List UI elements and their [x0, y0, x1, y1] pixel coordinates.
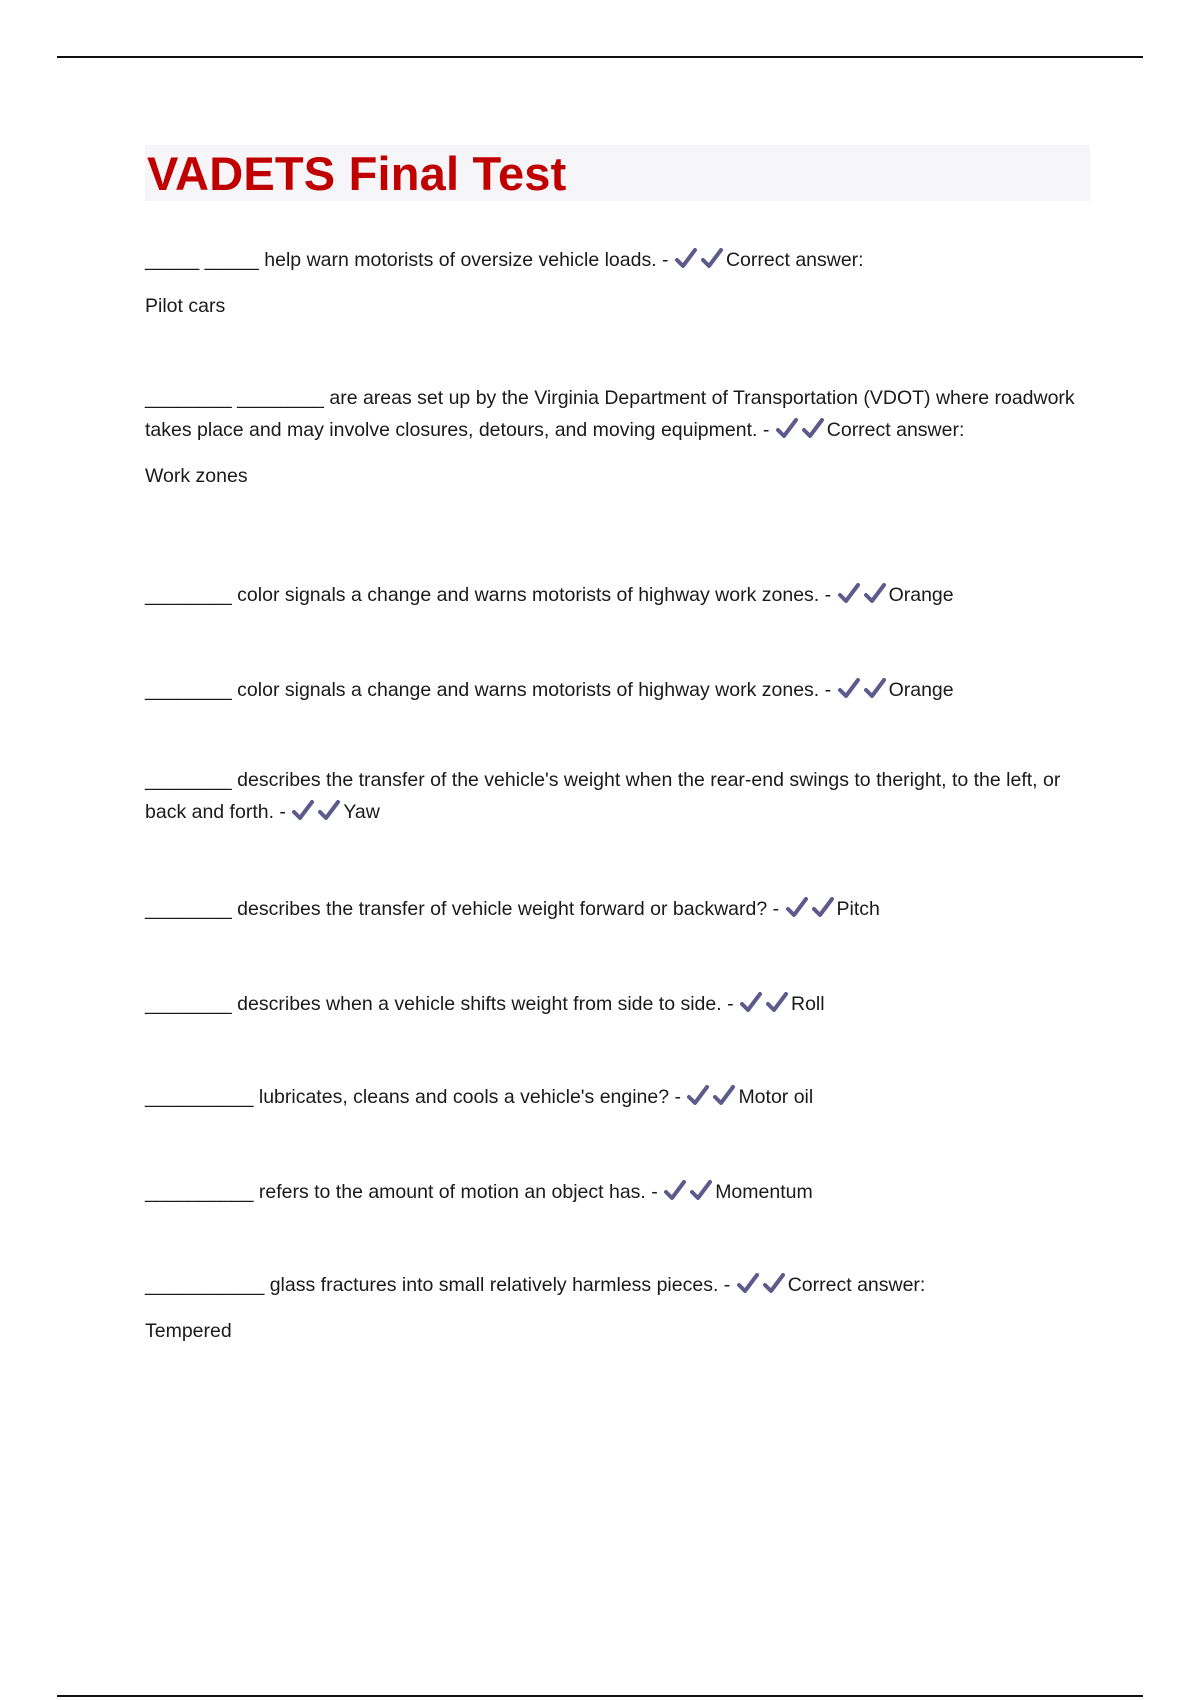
answer-text: Work zones	[145, 465, 248, 487]
question-text: __________ lubricates, cleans and cools a vehicle's engine? - Motor oil	[145, 1086, 814, 1108]
question-item	[145, 244, 1090, 322]
answer-inline: Correct answer:	[787, 1274, 926, 1296]
bottom-rule	[57, 1695, 1143, 1697]
question-item	[145, 579, 1090, 611]
question-text: ___________ glass fractures into small relatively harmless pieces. - Correct answer:	[145, 1274, 926, 1296]
check-icon	[775, 418, 799, 440]
document-page	[145, 145, 1090, 1342]
answer-inline: Roll	[791, 993, 825, 1015]
question-text: ________ describes when a vehicle shifts weight from side to side. - Roll	[145, 993, 825, 1015]
question-item	[145, 764, 1090, 828]
check-icon	[837, 678, 861, 700]
question-text: __________ refers to the amount of motion an object has. - Momentum	[145, 1181, 813, 1203]
check-icon	[811, 897, 835, 919]
check-icon	[801, 418, 825, 440]
check-icon	[736, 1273, 760, 1295]
question-item	[145, 1269, 1090, 1347]
answer-inline: Pitch	[836, 898, 880, 920]
check-icon	[700, 248, 724, 270]
check-icon	[712, 1085, 736, 1107]
title-bar	[145, 145, 1090, 201]
check-icon	[863, 583, 887, 605]
check-icon	[785, 897, 809, 919]
question-text: ________ color signals a change and warns motorists of highway work zones. - Orange	[145, 584, 954, 606]
question-text: ________ describes the transfer of vehicle weight forward or backward? - Pitch	[145, 898, 880, 920]
question-item	[145, 893, 1090, 925]
question-text: ________ describes the transfer of the vehicle's weight when the rear-end swings to theright, to the left, or back and forth. - Yaw	[145, 769, 1061, 823]
question-text: ________ ________ are areas set up by the Virginia Department of Transportation (VDOT) where roadwork takes place and may involve closures, detours, and moving equipment. - Correct answer:	[145, 387, 1075, 441]
check-icon	[317, 800, 341, 822]
check-icon	[762, 1273, 786, 1295]
question-item	[145, 382, 1090, 492]
check-icon	[689, 1180, 713, 1202]
check-icon	[863, 678, 887, 700]
question-text: ________ color signals a change and warns motorists of highway work zones. - Orange	[145, 679, 954, 701]
answer-inline: Orange	[888, 679, 954, 701]
check-icon	[765, 992, 789, 1014]
check-icon	[291, 800, 315, 822]
answer-inline: Yaw	[343, 801, 380, 823]
answer-inline: Orange	[888, 584, 954, 606]
answer-text: Tempered	[145, 1320, 232, 1342]
answer-inline: Motor oil	[738, 1086, 814, 1108]
question-item	[145, 988, 1090, 1020]
document-title: VADETS Final Test	[147, 146, 567, 200]
check-icon	[674, 248, 698, 270]
question-text: _____ _____ help warn motorists of oversize vehicle loads. - Correct answer:	[145, 249, 864, 271]
answer-inline: Momentum	[715, 1181, 813, 1203]
check-icon	[663, 1180, 687, 1202]
answer-inline: Correct answer:	[826, 419, 965, 441]
answer-text: Pilot cars	[145, 295, 226, 317]
check-icon	[837, 583, 861, 605]
question-item	[145, 1176, 1090, 1208]
check-icon	[739, 992, 763, 1014]
question-item	[145, 674, 1090, 706]
top-rule	[57, 56, 1143, 58]
check-icon	[686, 1085, 710, 1107]
question-item	[145, 1081, 1090, 1113]
answer-inline: Correct answer:	[725, 249, 864, 271]
